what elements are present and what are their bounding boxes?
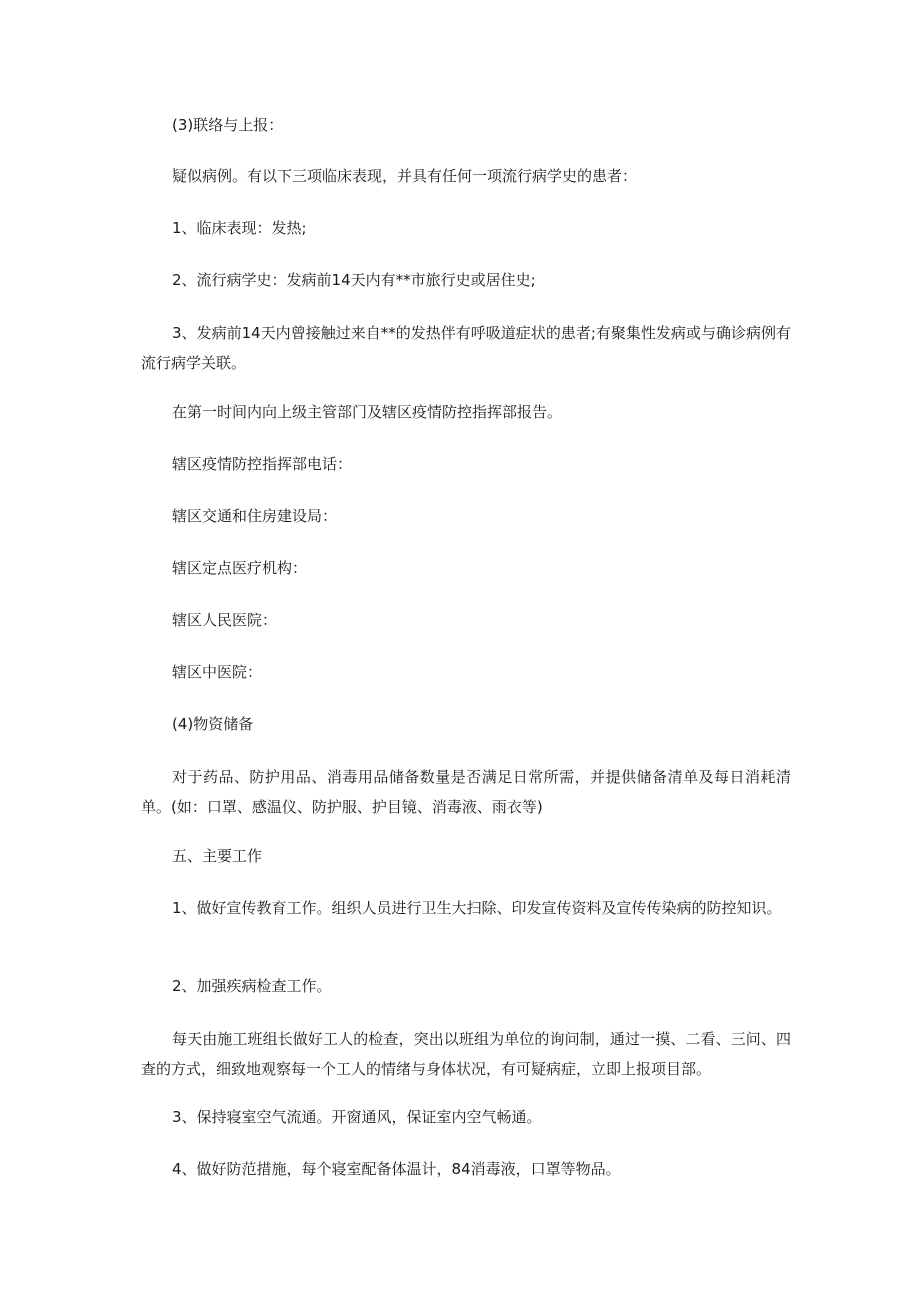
paragraph-supplies-detail: 对于药品、防护用品、消毒用品储备数量是否满足日常所需，并提供储备清单及每日消耗清单。(如：口罩、感温仪、防护服、护目镜、消毒液、雨衣等): [141, 768, 791, 816]
paragraph-ventilation: 3、保持寝室空气流通。开窗通风，保证室内空气畅通。: [172, 1108, 542, 1126]
paragraph-contact-history: 3、发病前14天内曾接触过来自**的发热伴有呼吸道症状的患者;有聚集性发病或与确诊病例有流行病学关联。: [141, 324, 791, 372]
paragraph-peoples-hospital: 辖区人民医院：: [172, 611, 278, 629]
paragraph-daily-checks: 每天由施工班组长做好工人的检查，突出以班组为单位的询问制，通过一摸、二看、三问、四查的方式，细致地观察每一个工人的情绪与身体状况，有可疑病症，立即上报项目部。: [141, 1030, 791, 1078]
paragraph-prevention-measures: 4、做好防范措施，每个寝室配备体温计，84消毒液，口罩等物品。: [172, 1160, 621, 1178]
paragraph-designated-medical: 辖区定点医疗机构：: [172, 559, 308, 577]
paragraph-disease-inspection: 2、加强疾病检查工作。: [172, 977, 332, 995]
paragraph-report-superior: 在第一时间内向上级主管部门及辖区疫情防控指挥部报告。: [172, 403, 563, 421]
paragraph-publicity-education: 1、做好宣传教育工作。组织人员进行卫生大扫除、印发宣传资料及宣传传染病的防控知识。: [172, 899, 782, 917]
paragraph-clinical-symptoms: 1、临床表现：发热;: [172, 219, 307, 237]
paragraph-transport-bureau: 辖区交通和住房建设局：: [172, 507, 338, 525]
paragraph-suspected-cases: 疑似病例。有以下三项临床表现，并具有任何一项流行病学史的患者：: [172, 167, 638, 185]
section-heading-main-work: 五、主要工作: [172, 847, 263, 865]
paragraph-tcm-hospital: 辖区中医院：: [172, 663, 263, 681]
paragraph-epidemiological-history: 2、流行病学史：发病前14天内有**市旅行史或居住史;: [172, 271, 536, 289]
paragraph-command-phone: 辖区疫情防控指挥部电话：: [172, 455, 353, 473]
subsection-heading-liaison: (3)联络与上报：: [172, 116, 284, 134]
subsection-heading-supplies: (4)物资储备: [172, 715, 254, 733]
